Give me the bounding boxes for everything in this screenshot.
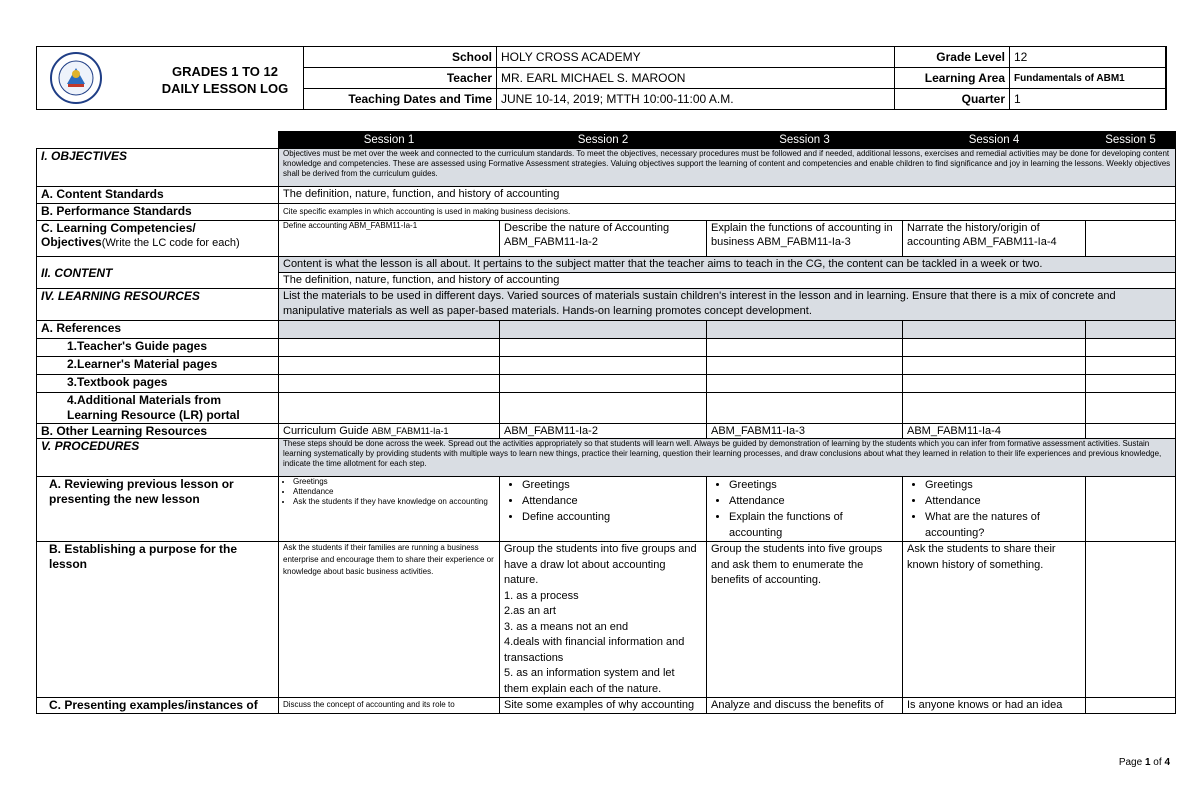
am-cell — [903, 393, 1086, 424]
proc-b-session-1: Ask the students if their families are running a business enterprise and encourage them to share their experience or knowledge about basic business activities. — [279, 542, 500, 698]
textbook-label: 3.Textbook pages — [37, 375, 279, 393]
learners-material-label: 2.Learner's Material pages — [37, 357, 279, 375]
session-4-header: Session 4 — [903, 132, 1086, 149]
learning-area-label: Learning Area — [895, 68, 1010, 89]
tb-cell — [279, 375, 500, 393]
proc-a-s2-item: • Define accounting — [522, 509, 702, 525]
procedures-heading: V. PROCEDURES — [37, 439, 279, 477]
form-title-line1: GRADES 1 TO 12 — [172, 64, 278, 79]
proc-c-session-1: Discuss the concept of accounting and its role to — [279, 698, 500, 714]
proc-b-session-4: Ask the students to share their known history of something. — [903, 542, 1086, 698]
procedure-b-label: B. Establishing a purpose for the lesson — [37, 542, 279, 698]
proc-a-session-5 — [1086, 477, 1176, 542]
lm-cell — [1086, 357, 1176, 375]
tg-cell — [707, 339, 903, 357]
learning-competencies-cell — [37, 221, 279, 257]
learning-resources-note: List the materials to be used in different days. Varied sources of materials sustain children's interest in the lesson and in learning. Ensure that there is a mix of concrete and manipulative materials as well as paper-based materials. Hands-on learning promotes concept development. — [279, 289, 1176, 321]
proc-a-s4-item: • What are the natures of accounting? — [925, 509, 1081, 541]
tb-cell — [500, 375, 707, 393]
procedure-b-row — [37, 542, 1176, 698]
learning-area-value: Fundamentals of ABM1 — [1010, 68, 1167, 89]
additional-materials-label: 4.Additional Materials from Learning Resource (LR) portal — [37, 393, 279, 424]
references-cell-2 — [500, 321, 707, 339]
am-cell — [1086, 393, 1176, 424]
lesson-log-table — [36, 131, 1176, 714]
proc-c-session-5 — [1086, 698, 1176, 714]
proc-c-session-2: Site some examples of why accounting — [500, 698, 707, 714]
content-note: Content is what the lesson is all about. It pertains to the subject matter that the teacher aims to teach in the CG, the content can be tackled in a week or two. — [279, 257, 1176, 273]
olr-session-1 — [279, 424, 500, 439]
objectives-heading: I. OBJECTIVES — [37, 149, 279, 187]
proc-a-s1-item: • Ask the students if they have knowledge on accounting — [293, 497, 495, 507]
proc-b-s2-line: 3. as a means not an end — [504, 620, 629, 633]
am-cell — [500, 393, 707, 424]
page-number — [1119, 757, 1170, 768]
proc-a-s4-item: • Attendance — [925, 493, 1081, 509]
teacher-value: MR. EARL MICHAEL S. MAROON — [497, 68, 895, 89]
proc-b-s2-line: 1. as a process — [504, 589, 579, 602]
teaching-dates-value: JUNE 10-14, 2019; MTTH 10:00-11:00 A.M. — [497, 89, 895, 110]
references-cell-4 — [903, 321, 1086, 339]
tb-cell — [903, 375, 1086, 393]
content-heading: II. CONTENT — [37, 257, 279, 289]
additional-materials-row — [37, 393, 1176, 424]
other-resources-label: B. Other Learning Resources — [37, 424, 279, 439]
am-cell — [279, 393, 500, 424]
teacher-label: Teacher — [304, 68, 497, 89]
proc-a-s2-item: • Greetings — [522, 477, 702, 493]
session-header-row — [37, 132, 1176, 149]
proc-a-s1-item: • Attendance — [293, 487, 495, 497]
proc-b-s2-line: 2.as an art — [504, 605, 556, 617]
content-standards-label: A. Content Standards — [37, 187, 279, 204]
learning-resources-heading: IV. LEARNING RESOURCES — [37, 289, 279, 321]
proc-b-s2-line: Group the students into five groups and have a draw lot about accounting nature. — [504, 543, 697, 586]
proc-a-s1-item: • Greetings — [293, 477, 495, 487]
page-prefix: Page — [1118, 757, 1145, 768]
learning-competencies-row — [37, 221, 1176, 257]
session-5-header: Session 5 — [1086, 132, 1176, 149]
am-cell — [707, 393, 903, 424]
session-2-header: Session 2 — [500, 132, 707, 149]
references-cell-3 — [707, 321, 903, 339]
proc-a-s3-item: • Attendance — [729, 493, 898, 509]
learning-competencies-hint: (Write the LC code for each) — [101, 237, 240, 249]
olr-session-2: ABM_FABM11-Ia-2 — [500, 424, 707, 439]
proc-a-session-1 — [279, 477, 500, 542]
tg-cell — [279, 339, 500, 357]
procedures-note: These steps should be done across the week. Spread out the activities appropriately so that students will learn well. Always be guided by demonstration of learning by the students which you can infer from formative assessment activities. Sustain learning systematically by providing students with multiple ways to learn new things, practice their learning, question their learning processes, and draw conclusions about what they learned in relation to their life experiences and previous knowledge, indicate the time allotment for each step. — [279, 439, 1176, 477]
proc-a-s3-item: • Explain the functions of accounting — [729, 509, 898, 541]
performance-standards-label: B. Performance Standards — [37, 204, 279, 221]
page-of: of — [1150, 757, 1165, 768]
other-resources-row — [37, 424, 1176, 439]
references-label: A. References — [37, 321, 279, 339]
proc-a-session-3 — [707, 477, 903, 542]
school-value: HOLY CROSS ACADEMY — [497, 47, 895, 68]
tb-cell — [1086, 375, 1176, 393]
session-1-header: Session 1 — [279, 132, 500, 149]
grade-level-value: 12 — [1010, 47, 1167, 68]
teachers-guide-row — [37, 339, 1176, 357]
tg-cell — [500, 339, 707, 357]
session-3-header: Session 3 — [707, 132, 903, 149]
olr-session-3: ABM_FABM11-Ia-3 — [707, 424, 903, 439]
lc-session-2: Describe the nature of Accounting ABM_FABM11-Ia-2 — [500, 221, 707, 257]
lm-cell — [500, 357, 707, 375]
proc-a-s4-item: • Greetings — [925, 477, 1081, 493]
form-title-line2: DAILY LESSON LOG — [161, 81, 289, 96]
proc-c-session-3: Analyze and discuss the benefits of — [707, 698, 903, 714]
olr-session-5 — [1086, 424, 1176, 439]
school-label: School — [304, 47, 497, 68]
proc-b-session-2 — [500, 542, 707, 698]
proc-c-session-4: Is anyone knows or had an idea — [903, 698, 1086, 714]
quarter-value: 1 — [1010, 89, 1167, 110]
content-row — [37, 257, 1176, 273]
proc-b-session-5 — [1086, 542, 1176, 698]
proc-a-s2-item: • Attendance — [522, 493, 702, 509]
performance-standards-value: Cite specific examples in which accounting is used in making business decisions. — [279, 204, 1176, 221]
curriculum-guide-text: Curriculum Guide — [283, 425, 372, 437]
performance-standards-row — [37, 204, 1176, 221]
procedure-a-label: A. Reviewing previous lesson or presenting the new lesson — [37, 477, 279, 542]
teaching-dates-label: Teaching Dates and Time — [304, 89, 497, 110]
proc-b-s2-line: 4.deals with financial information and transactions — [504, 636, 685, 664]
proc-a-session-4 — [903, 477, 1086, 542]
proc-a-s3-item: • Greetings — [729, 477, 898, 493]
lc-session-1: Define accounting ABM_FABM11-Ia-1 — [279, 221, 500, 257]
procedure-a-row — [37, 477, 1176, 542]
objectives-note: Objectives must be met over the week and connected to the curriculum standards. To meet the objectives, necessary procedures must be followed and if needed, additional lessons, exercises and remedial activities may be done for developing content knowledge and competencies. These are assessed using Formative Assessment strategies. Valuing objectives support the learning of content and competencies and enable children to find significance and joy in learning the lessons. Weekly objectives shall be derived from the curriculum guides. — [279, 149, 1176, 187]
grade-level-label: Grade Level — [895, 47, 1010, 68]
content-standards-row — [37, 187, 1176, 204]
learning-resources-row — [37, 289, 1176, 321]
lc-session-4: Narrate the history/origin of accounting ABM_FABM11-Ia-4 — [903, 221, 1086, 257]
references-cell-5 — [1086, 321, 1176, 339]
lm-cell — [707, 357, 903, 375]
learners-material-row — [37, 357, 1176, 375]
content-standards-value: The definition, nature, function, and history of accounting — [279, 187, 1176, 204]
objectives-row — [37, 149, 1176, 187]
lm-cell — [279, 357, 500, 375]
tg-cell — [1086, 339, 1176, 357]
procedure-c-label: C. Presenting examples/instances of — [37, 698, 279, 714]
procedure-c-row — [37, 698, 1176, 714]
olr-session-4: ABM_FABM11-Ia-4 — [903, 424, 1086, 439]
tb-cell — [707, 375, 903, 393]
textbook-row — [37, 375, 1176, 393]
teachers-guide-label: 1.Teacher's Guide pages — [37, 339, 279, 357]
page-total: 4 — [1164, 757, 1170, 768]
proc-b-s2-line: 5. as an information system and let them explain each of the nature. — [504, 667, 675, 695]
proc-a-session-2 — [500, 477, 707, 542]
proc-b-session-3: Group the students into five groups and ask them to enumerate the benefits of accounting. — [707, 542, 903, 698]
header-blank-cell — [37, 132, 279, 149]
deped-seal-icon — [40, 50, 112, 106]
references-row — [37, 321, 1176, 339]
references-cell-1 — [279, 321, 500, 339]
page-current: 1 — [1144, 757, 1151, 768]
quarter-label: Quarter — [895, 89, 1010, 110]
tg-cell — [903, 339, 1086, 357]
lc-session-5 — [1086, 221, 1176, 257]
header-info-grid — [303, 46, 1167, 110]
content-value: The definition, nature, function, and history of accounting — [279, 273, 1176, 289]
lc-session-3: Explain the functions of accounting in business ABM_FABM11-Ia-3 — [707, 221, 903, 257]
lm-cell — [903, 357, 1086, 375]
learning-competencies-label: C. Learning Competencies/ Objectives — [41, 221, 196, 249]
procedures-row — [37, 439, 1176, 477]
olr-code-1: ABM_FABM11-Ia-1 — [371, 426, 449, 436]
